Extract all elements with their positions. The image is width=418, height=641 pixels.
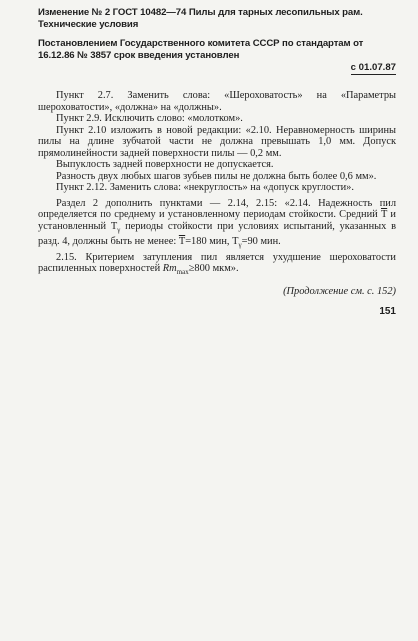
rm-symbol: Rm: [162, 263, 177, 275]
gamma-subscript: γ: [117, 225, 121, 234]
section2-text-2: и установленный: [38, 209, 396, 232]
decree-text: Постановлением Государственного комитета СССР по стандартам от 16.12.86 № 3857 срок введения установлен: [38, 38, 364, 61]
t-gamma-symbol: T: [110, 220, 118, 232]
section2-text-1: Раздел 2 дополнить пунктами — 2.14, 2.15: «2.14. Надежность пил определяется по среднему и установленному периодам стойкости. Средний: [38, 197, 396, 220]
continuation-note: (Продолжение см. с. 152): [283, 285, 396, 297]
paragraph-2-7: Пункт 2.7. Заменить слова: «Шероховатость» на «Параметры шероховатости», «должна» на «должны».: [38, 90, 396, 113]
value-t-bar: =180 мин,: [185, 236, 230, 248]
gamma-subscript-2: γ: [238, 241, 242, 250]
t-bar-symbol: $\overline{T}$: [381, 209, 388, 220]
paragraph-2-10: Пункт 2.10 изложить в новой редакции: «2.10. Неравномерность ширины пилы на длине зубчатой части не должна превышать 1,0 мм. Допуск прямолинейности задней поверхности пилы — 0,2 мм.: [38, 124, 396, 159]
paragraph-section-2: [38, 198, 396, 252]
paragraph-2-15: [38, 252, 396, 279]
paragraph-pitch: Разность двух любых шагов зубьев пилы не должна быть более 0,6 мм».: [56, 170, 377, 182]
rm-value: ≥800 мкм».: [188, 263, 239, 275]
paragraph-2-15-text: 2.15. Критерием затупления пил является ухудшение шероховатости распиленных поверхностей: [38, 251, 396, 275]
paragraph-convexity: Выпуклость задней поверхности не допускается.: [56, 159, 274, 170]
paragraph-2-12: Пункт 2.12. Заменить слова: «некруглость» на «допуск круглости».: [56, 182, 354, 193]
amendment-title: Изменение № 2 ГОСТ 10482—74 Пилы для тарных лесопильных рам. Технические условия: [38, 7, 363, 30]
page-number: 151: [379, 305, 396, 317]
effective-date-row: [38, 62, 396, 75]
paragraph-2-9: Пункт 2.9. Исключить слово: «молотком».: [56, 113, 243, 124]
t-gamma-symbol-2: T: [232, 236, 239, 248]
effective-date: с 01.07.87: [350, 62, 396, 73]
value-t-gamma: =90 мин.: [241, 236, 281, 248]
document-body: [38, 90, 396, 279]
section2-text-3: периоды стойкости при условиях испытаний, указанных в разд. 4, должны быть не менее:: [38, 220, 396, 248]
rm-subscript: max: [176, 268, 189, 277]
t-bar-symbol-2: $\overline{T}$: [178, 236, 186, 248]
